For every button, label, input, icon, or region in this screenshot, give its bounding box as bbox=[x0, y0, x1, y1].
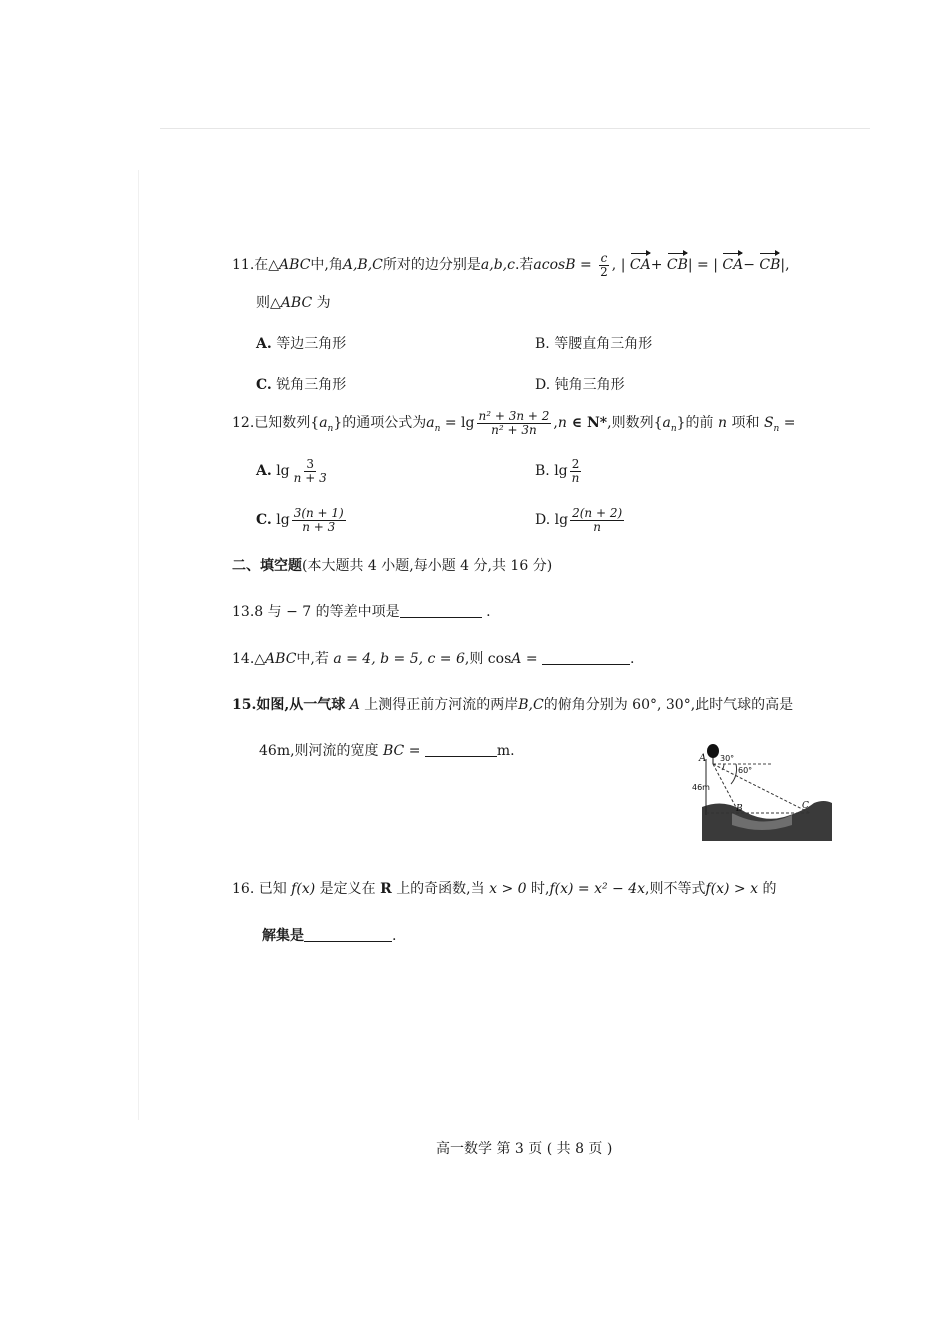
scan-line bbox=[160, 128, 870, 129]
question-number: 14. bbox=[232, 651, 255, 667]
fraction: $\frac{2}{n}$ bbox=[571, 457, 580, 485]
question-14: 14.△ABC中,若 a = 4, b = 5, c = 6,则 cosA = . bbox=[232, 651, 635, 667]
question-number: 12. bbox=[232, 415, 255, 432]
fraction: $\frac{2(n + 2)}{n}$ bbox=[572, 506, 623, 534]
label-30: 30° bbox=[720, 754, 735, 763]
section-heading: 二、填空题(本大题共 4 小题,每小题 4 分,共 16 分) bbox=[232, 558, 553, 574]
balloon-icon bbox=[707, 744, 719, 758]
balloon-river-figure bbox=[692, 737, 834, 843]
question-13: 13.8 与 − 7 的等差中项是 . bbox=[232, 604, 491, 620]
page-footer: 高一数学 第 3 页 ( 共 8 页 ) bbox=[436, 1141, 613, 1157]
question-16: 16. 已知 f(x) 是定义在 R 上的奇函数,当 x > 0 时,f(x) = x² − 4x,则不等式f(x) > x 的 bbox=[232, 881, 777, 897]
scan-line bbox=[138, 170, 139, 1120]
option-d: D. 钝角三角形 bbox=[535, 377, 625, 393]
answer-blank[interactable] bbox=[304, 941, 392, 942]
option-b: B. 等腰直角三角形 bbox=[535, 336, 653, 352]
answer-blank[interactable] bbox=[425, 756, 497, 757]
option-d: D. lg $\frac{2(n + 2)}{n}$ bbox=[535, 506, 623, 534]
fraction: $\frac{3(n + 1)}{n + 3}$ bbox=[293, 506, 344, 534]
answer-blank[interactable] bbox=[400, 617, 482, 618]
question-15-line2: 46m,则河流的宽度 BC = m. bbox=[259, 743, 515, 759]
vector-cb: CB bbox=[759, 257, 781, 274]
question-11-line2: 则△ABC 为 bbox=[256, 295, 331, 311]
question-11: 11.在△ABC中,角A,B,C所对的边分别是a,b,c.若acosB = $\frac{c}{2}$ , | CA+ CB| = | CA− CB|, bbox=[232, 251, 790, 279]
option-c: C. lg $\frac{3(n + 1)}{n + 3}$ bbox=[256, 506, 344, 534]
question-16-line2: 解集是 . bbox=[262, 928, 397, 944]
question-number: 13. bbox=[232, 604, 255, 620]
fraction: $\frac{c}{2}$ bbox=[600, 251, 608, 279]
option-a: A. 等边三角形 bbox=[256, 336, 347, 352]
fraction: $\frac{\text{n² + 3n + 2}}{\text{n² + 3n}}$ bbox=[478, 409, 550, 437]
option-b: B. lg $\frac{2}{n}$ bbox=[535, 457, 580, 485]
question-number: 15. bbox=[232, 697, 257, 713]
answer-blank[interactable] bbox=[542, 664, 630, 665]
question-number: 11. bbox=[232, 257, 255, 274]
question-12: 12.已知数列$\{a_n\}$的通项公式为$a_n = \lg$ $\frac{\text{n² + 3n + 2}}{\text{n² + 3n}}$ ,n ∈ N*,则数列$\{a_n\}$的前 n 项和 $S_n$ = bbox=[232, 409, 796, 437]
label-a: A bbox=[699, 753, 707, 764]
label-b: B bbox=[736, 804, 743, 814]
option-c: C. 锐角三角形 bbox=[256, 377, 347, 393]
label-height: 46m bbox=[692, 783, 710, 792]
question-number: 16. bbox=[232, 881, 255, 897]
vector-ca: CA bbox=[629, 257, 651, 274]
vector-cb: CB bbox=[666, 257, 688, 274]
label-60: 60° bbox=[738, 766, 753, 775]
fraction: $\frac{3}{n + 3}$ bbox=[293, 457, 327, 485]
label-c: C bbox=[802, 801, 809, 811]
river-bank bbox=[702, 801, 832, 841]
question-15: 15.如图,从一气球 A 上测得正前方河流的两岸B,C的俯角分别为 60°, 30°,此时气球的高是 bbox=[232, 697, 794, 713]
option-a: A. lg $\frac{3}{n + 3}$ bbox=[256, 457, 327, 485]
vector-ca: CA bbox=[722, 257, 744, 274]
